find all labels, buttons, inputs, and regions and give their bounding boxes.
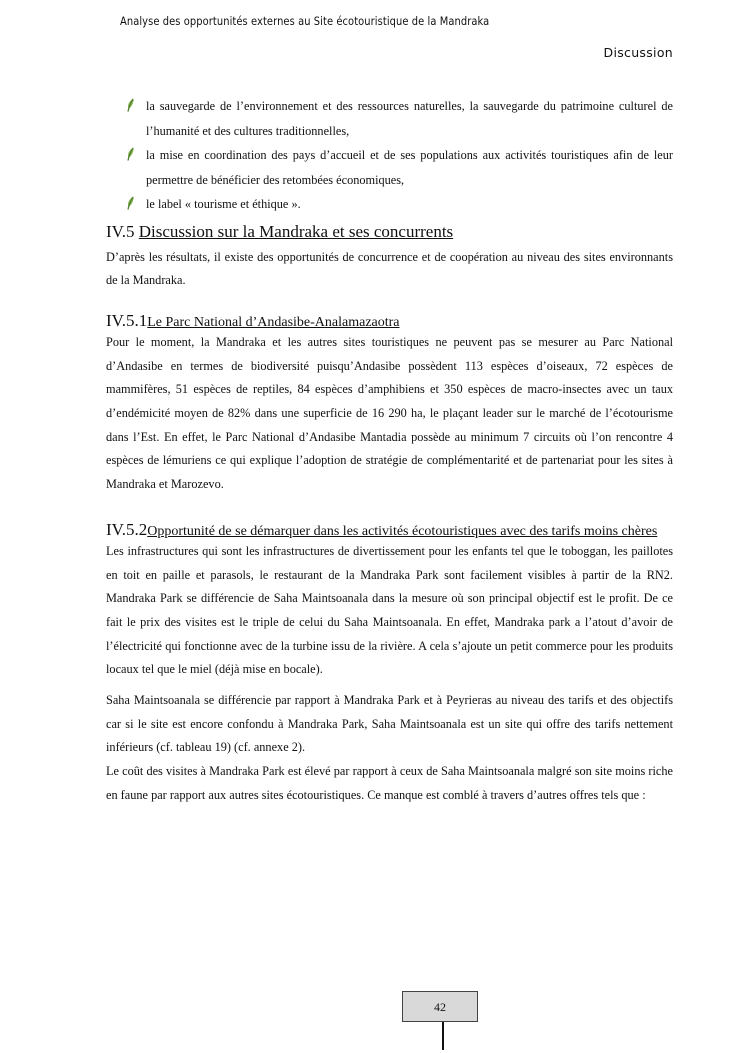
bullet-list — [106, 94, 673, 217]
subsection-heading-iv51 — [106, 311, 673, 331]
subsection-title: Le Parc National d’Andasibe-Analamazaotra — [147, 314, 400, 330]
page-number-stem — [442, 1022, 444, 1050]
paragraph: D’après les résultats, il existe des opportunités de concurrence et de coopération au niveau des sites environnants de la Mandraka. — [106, 249, 673, 288]
subsection-number: IV.5.1 — [106, 310, 148, 330]
list-item — [106, 94, 673, 143]
bullet-text: la sauvegarde de l’environnement et des ressources naturelles, la sauvegarde du patrimoine culturel de l’humanité et des cultures traditionnelles, — [146, 99, 673, 138]
page-number: 42 — [402, 991, 478, 1022]
leaf-bullet-icon — [126, 196, 135, 210]
paragraph: Pour le moment, la Mandraka et les autres sites touristiques ne peuvent pas se mesurer au Parc National d’Andasibe en termes de biodiversité puisqu’Andasibe possèdent 113 espèces d’oiseaux, 72 espèces de mammifères, 51 espèces de reptiles, 84 espèces d’amphibiens et 350 espèces de macro-insectes avec un taux d’endémicité moyen de 82% dans une superficie de 16 290 ha, le plaçant leader sur le marché de l’écotourisme dans l’Est. En effet, le Parc National d’Andasibe Mantadia possède au minimum 7 circuits où l’on rencontre 4 espèces de lémuriens ce qui explique l’adoption de stratégie de complémentarité et de partenariat pour les sites à Mandraka et Marozevo. — [106, 334, 673, 492]
leaf-bullet-icon — [126, 98, 135, 112]
body-text — [106, 94, 673, 808]
paragraph: Le coût des visites à Mandraka Park est élevé par rapport à ceux de Saha Maintsoanala malgré son site moins riche en faune par rapport aux autres sites écotouristiques. Ce manque est comblé à travers d’autres offres tels que : — [106, 764, 673, 802]
section-title: Discussion sur la Mandraka et ses concurrents — [138, 221, 454, 241]
paragraph: Saha Maintsoanala se différencie par rapport à Mandraka Park et à Peyrieras au niveau des tarifs et des objectifs car si le site est encore confondu à Mandraka Park, Saha Maintsoanala est un site qui offre des tarifs nettement inférieurs (cf. tableau 19) (cf. annexe 2). — [106, 693, 673, 755]
section-heading-iv5 — [106, 220, 673, 244]
bullet-text: la mise en coordination des pays d’accueil et de ses populations aux activités touristiques afin de leur permettre de bénéficier des retombées économiques, — [146, 148, 673, 187]
running-header-title: Analyse des opportunités externes au Site écotouristique de la Mandraka — [120, 14, 490, 28]
subsection-title: Opportunité de se démarquer dans les activités écotouristiques avec des tarifs moins chères — [147, 523, 658, 539]
bullet-text: le label « tourisme et éthique ». — [146, 197, 301, 211]
section-label: Discussion — [603, 45, 673, 60]
leaf-bullet-icon — [126, 147, 135, 161]
list-item — [106, 192, 673, 217]
paragraph: Les infrastructures qui sont les infrastructures de divertissement pour les enfants tel que le toboggan, les paillotes en toit en paille et parasols, le restaurant de la Mandraka Park sont facilement visibles à partir de la RN2. Mandraka Park se différencie de Saha Maintsoanala dans la mesure où son principal objectif est le profit. De ce fait le prix des visites est le triple de celui du Saha Maintsoanala. En effet, Mandraka park a l’atout d’avoir de l’électricité qui fonctionne avec de la turbine issu de la rivière. A cela s’ajoute un petit commerce pour les produits locaux tel que le miel (déjà mise en bocale). — [106, 543, 673, 677]
subsection-number: IV.5.2 — [106, 519, 148, 539]
section-number: IV.5 — [106, 221, 139, 241]
subsection-heading-iv52 — [106, 520, 673, 540]
list-item — [106, 143, 673, 192]
